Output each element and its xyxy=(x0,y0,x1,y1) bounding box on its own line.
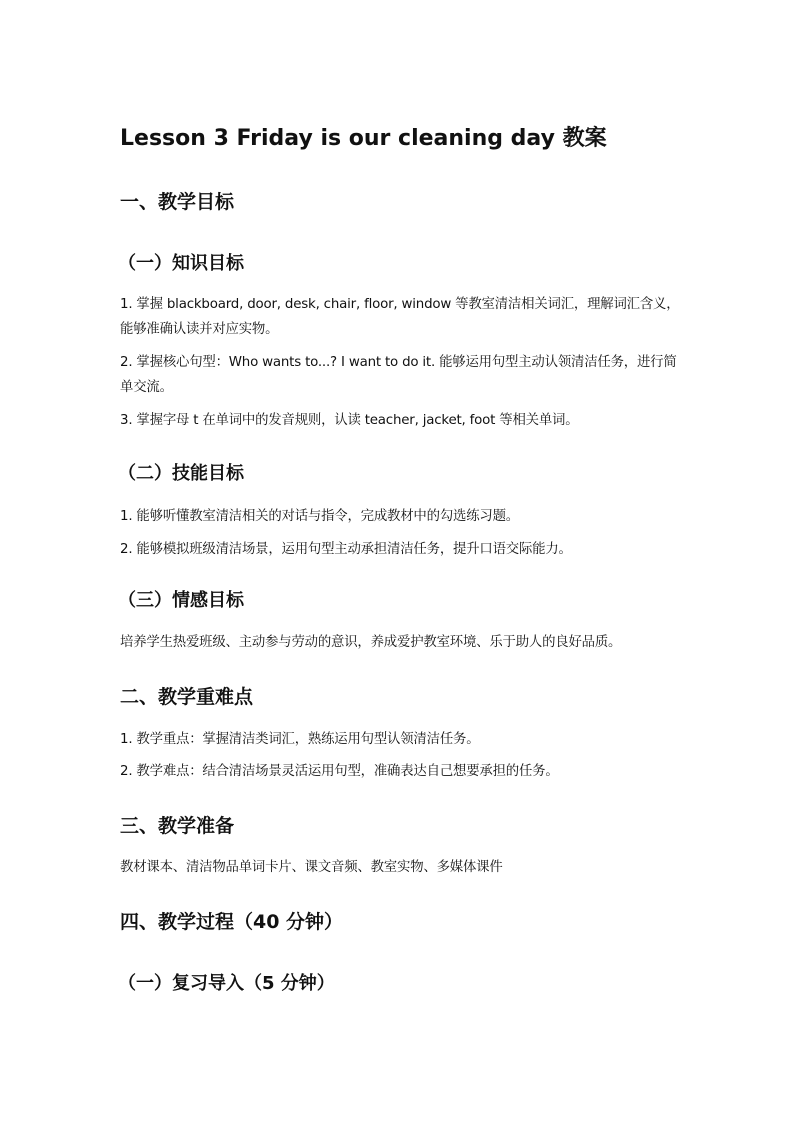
skills-item-2: 2. 能够模拟班级清洁场景，运用句型主动承担清洁任务，提升口语交际能力。 xyxy=(120,542,572,557)
subsection-heading-emotion: （三）情感目标 xyxy=(118,590,244,611)
section-heading-process: 四、教学过程（40 分钟） xyxy=(120,911,344,933)
section-heading-preparation: 三、教学准备 xyxy=(120,815,235,837)
emotion-text: 培养学生热爱班级、主动参与劳动的意识，养成爱护教室环境、乐于助人的良好品质。 xyxy=(120,635,622,650)
subsection-heading-knowledge: （一）知识目标 xyxy=(118,253,244,274)
preparation-text: 教材课本、清洁物品单词卡片、课文音频、教室实物、多媒体课件 xyxy=(120,860,503,875)
subsection-heading-review: （一）复习导入（5 分钟） xyxy=(118,973,335,994)
subsection-heading-skills: （二）技能目标 xyxy=(118,463,244,484)
section-heading-objectives: 一、教学目标 xyxy=(120,191,235,213)
skills-item-1: 1. 能够听懂教室清洁相关的对话与指令，完成教材中的勾选练习题。 xyxy=(120,509,519,524)
key-point-item-1: 1. 教学重点：掌握清洁类词汇，熟练运用句型认领清洁任务。 xyxy=(120,732,480,747)
section-heading-key-points: 二、教学重难点 xyxy=(120,686,254,708)
knowledge-item-2: 2. 掌握核心句型：Who wants to...? I want to do it. 能够运用句型主动认领清洁任务，进行简单交流。 xyxy=(120,355,677,395)
document-title: Lesson 3 Friday is our cleaning day 教案 xyxy=(120,126,607,151)
key-point-item-2: 2. 教学难点：结合清洁场景灵活运用句型，准确表达自己想要承担的任务。 xyxy=(120,764,559,779)
knowledge-item-3: 3. 掌握字母 t 在单词中的发音规则，认读 teacher, jacket, foot 等相关单词。 xyxy=(120,413,579,428)
knowledge-item-1: 1. 掌握 blackboard, door, desk, chair, floor, window 等教室清洁相关词汇，理解词汇含义，能够准确认读并对应实物。 xyxy=(120,297,680,337)
